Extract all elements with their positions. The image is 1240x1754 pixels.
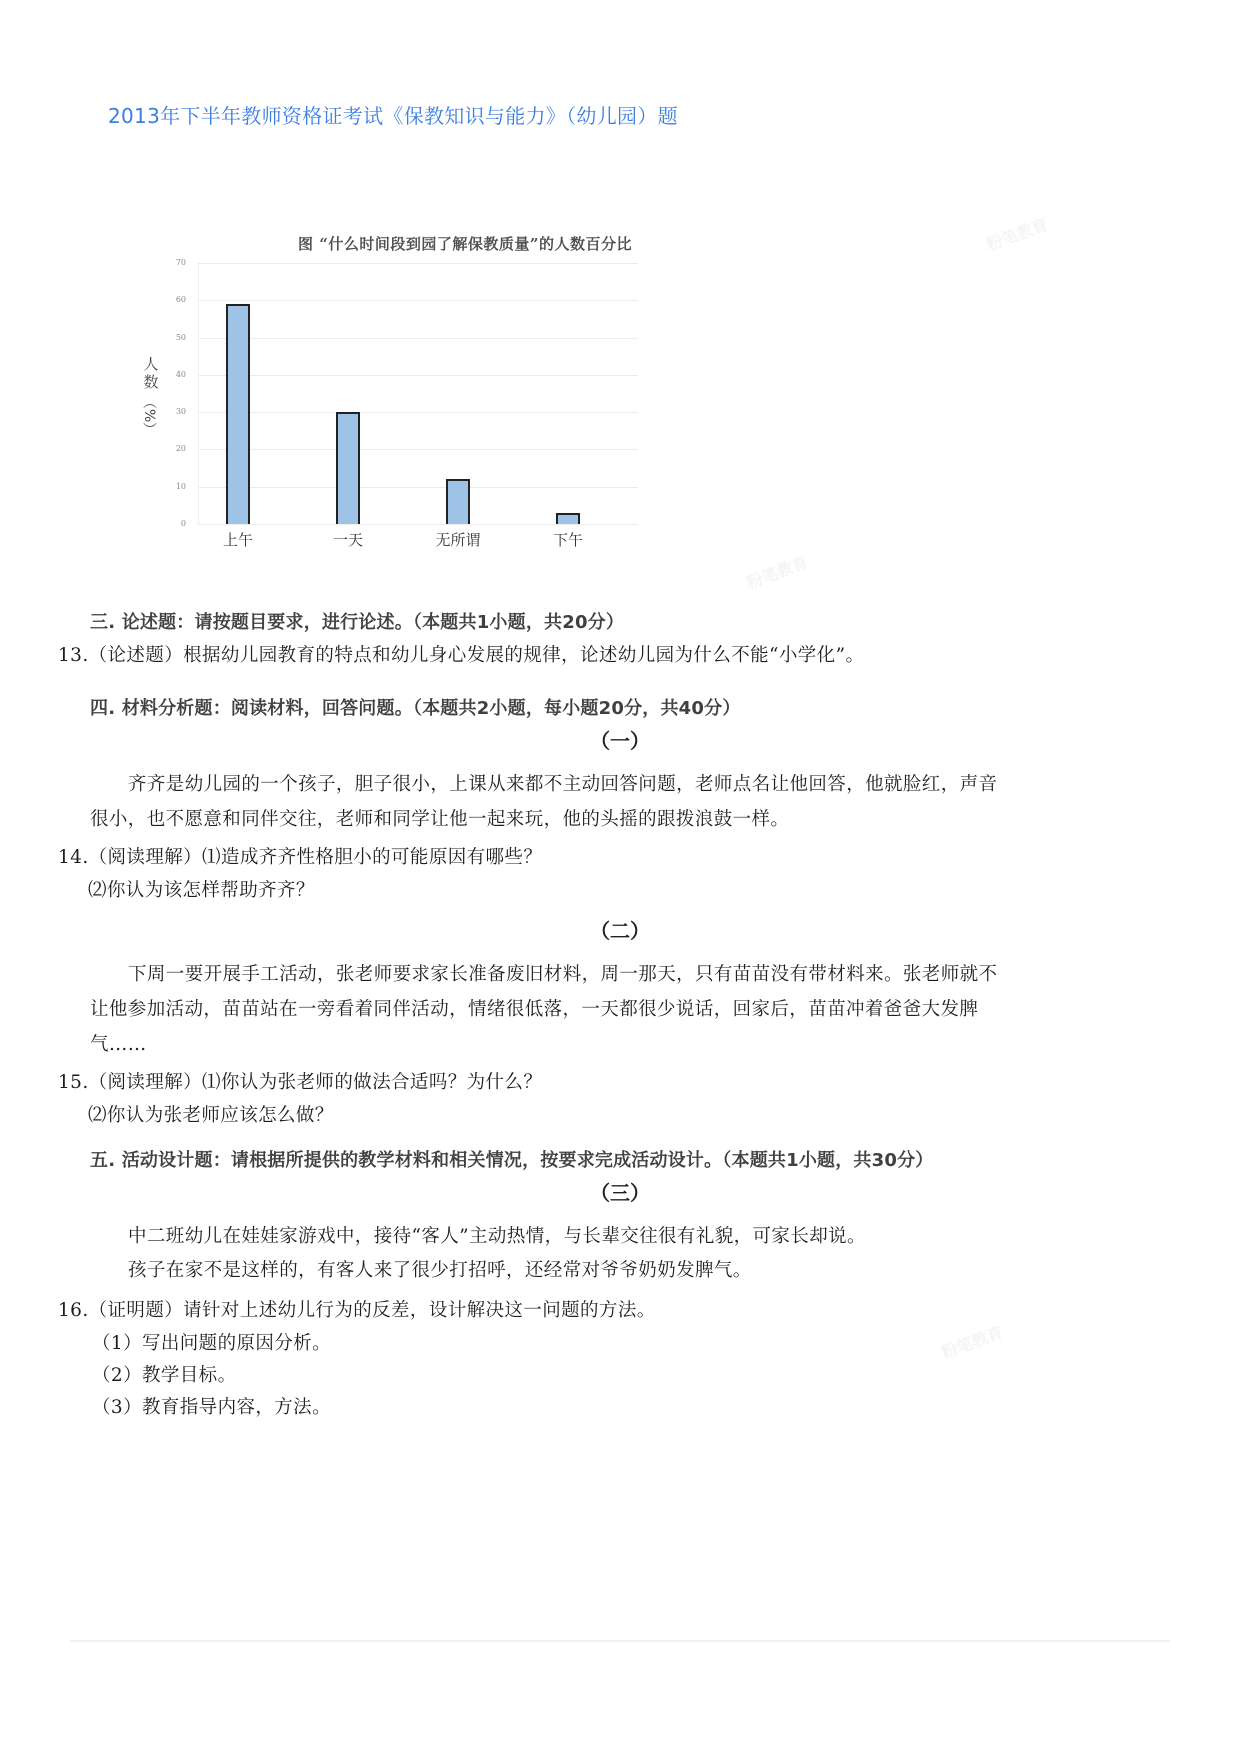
x-tick-label: 上午 (222, 531, 253, 549)
watermark: 粉笔教育 (984, 214, 1051, 255)
question-16-item-2: （2）教学目标。 (92, 1365, 237, 1386)
y-axis-label-main: 人数 (143, 355, 159, 391)
bar-2 (446, 479, 470, 524)
gridline (198, 375, 638, 376)
question-16-stem: 16.（证明题）请针对上述幼儿行为的反差，设计解决这一问题的方法。 (58, 1300, 656, 1321)
bar-1 (336, 412, 360, 524)
section-heading-activity-design: 五. 活动设计题：请根据所提供的教学材料和相关情况，按要求完成活动设计。（本题共1小题，共30分） (90, 1150, 934, 1171)
material-1-line-2: 很小，也不愿意和同伴交往，老师和同学让他一起来玩，他的头摇的跟拨浪鼓一样。 (90, 809, 790, 830)
chart-title: 图 “什么时间段到园了解保教质量”的人数百分比 (298, 235, 632, 253)
question-14-part-1: 14.（阅读理解）⑴造成齐齐性格胆小的可能原因有哪些？ (58, 847, 543, 868)
gridline (198, 487, 638, 488)
y-tick-label: 50 (175, 332, 186, 342)
question-16-item-3: （3）教育指导内容，方法。 (92, 1397, 331, 1418)
y-tick-label: 60 (175, 295, 186, 305)
y-axis-line (198, 263, 199, 524)
material-label-2: （二） (590, 919, 650, 943)
x-tick-label: 一天 (332, 531, 363, 549)
gridline (198, 412, 638, 413)
material-1-line-1: 齐齐是幼儿园的一个孩子，胆子很小，上课从来都不主动回答问题，老师点名让他回答，他就脸红，声音 (128, 774, 998, 795)
material-2-line-2: 让他参加活动，苗苗站在一旁看着同伴活动，情绪很低落，一天都很少说话，回家后，苗苗冲着爸爸大发脾 (90, 999, 979, 1020)
y-tick-label: 10 (175, 481, 186, 491)
bar-chart (130, 225, 690, 555)
material-2-line-1: 下周一要开展手工活动，张老师要求家长准备废旧材料，周一那天，只有苗苗没有带材料来。张老师就不 (128, 964, 998, 985)
material-3-line-1: 中二班幼儿在娃娃家游戏中，接待“客人”主动热情，与长辈交往很有礼貌，可家长却说。 (128, 1226, 866, 1247)
watermark: 粉笔教育 (939, 1322, 1006, 1363)
x-tick-label: 下午 (552, 531, 583, 549)
gridline (198, 338, 638, 339)
material-label-1: （一） (590, 729, 650, 753)
page-footer-divider (70, 1640, 1170, 1642)
y-axis-label-unit: （%） (141, 395, 157, 437)
y-tick-label: 40 (175, 369, 186, 379)
section-heading-material-analysis: 四. 材料分析题：阅读材料，回答问题。（本题共2小题，每小题20分，共40分） (90, 698, 741, 719)
question-15-part-2: ⑵你认为张老师应该怎么做？ (88, 1105, 334, 1126)
y-tick-label: 70 (175, 258, 186, 267)
section-heading-essay: 三. 论述题：请按题目要求，进行论述。（本题共1小题，共20分） (90, 612, 625, 633)
gridline (198, 449, 638, 450)
material-label-3: （三） (590, 1181, 650, 1205)
material-2-line-3: 气…… (90, 1034, 147, 1055)
gridline (198, 300, 638, 301)
question-14-part-2: ⑵你认为该怎样帮助齐齐？ (88, 880, 315, 901)
y-tick-label: 30 (175, 407, 186, 417)
material-3-line-2: 孩子在家不是这样的，有客人来了很少打招呼，还经常对爷爷奶奶发脾气。 (128, 1260, 752, 1281)
question-15-part-1: 15.（阅读理解）⑴你认为张老师的做法合适吗？为什么？ (58, 1072, 543, 1093)
bar-0 (226, 304, 250, 524)
y-tick-label: 20 (175, 444, 186, 454)
question-13: 13.（论述题）根据幼儿园教育的特点和幼儿身心发展的规律，论述幼儿园为什么不能“小学化”。 (58, 645, 865, 666)
chart-plot-area (175, 258, 638, 549)
bar-3 (556, 513, 580, 524)
gridline (198, 524, 638, 525)
gridline (198, 263, 638, 264)
watermark: 粉笔教育 (744, 552, 811, 593)
question-16-item-1: （1）写出问题的原因分析。 (92, 1333, 331, 1354)
document-title: 2013年下半年教师资格证考试《保教知识与能力》（幼儿园）题 (108, 104, 678, 128)
y-tick-label: 0 (180, 519, 186, 528)
x-tick-label: 无所谓 (435, 531, 481, 549)
chart-y-axis-label (140, 355, 162, 436)
